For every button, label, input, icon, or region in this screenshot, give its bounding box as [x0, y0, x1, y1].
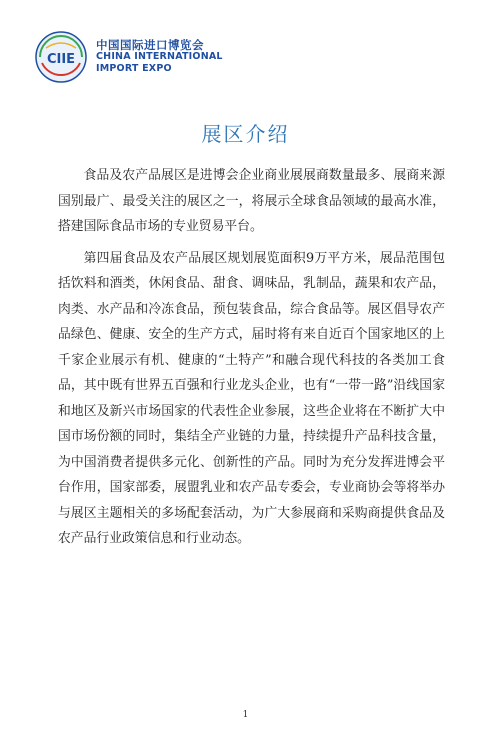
page-title: 展区介绍: [201, 122, 290, 146]
expo-name-en-line1: CHINA INTERNATIONAL: [96, 51, 223, 62]
document-body: [58, 163, 445, 558]
ciie-logo-icon: [34, 30, 88, 84]
paragraph-details: 第四届食品及农产品展区规划展览面积9万平方米，展品范围包括饮料和酒类，休闲食品、甜食、调味品，乳制品，蔬果和农产品，肉类、水产品和冷冻食品，预包装食品，综合食品等。展区倡导农产品绿色、健康、安全的生产方式，届时将有来自近百个国家地区的上千家企业展示有机、健康的“土特产”和融合现代科技的各类加工食品，其中既有世界五百强和行业龙头企业，也有“一带一路”沿线国家和地区及新兴市场国家的代表性企业参展，这些企业将在不断扩大中国市场份额的同时，集结全产业链的力量，持续提升产品科技含量，为中国消费者提供多元化、创新性的产品。同时为充分发挥进博会平台作用，国家部委，展盟乳业和农产品专委会，专业商协会等将举办与展区主题相关的多场配套活动，为广大参展商和采购商提供食品及农产品行业政策信息和行业动态。: [58, 250, 445, 546]
page-number: 1: [242, 710, 249, 720]
expo-header: [34, 30, 223, 84]
expo-name-cn: 中国国际进口博览会: [96, 38, 204, 52]
expo-name: [96, 39, 223, 75]
paragraph-intro: 食品及农产品展区是进博会企业商业展展商数量最多、展商来源国别最广、最受关注的展区之一，将展示全球食品领域的最高水准，搭建国际食品市场的专业贸易平台。: [58, 168, 445, 234]
expo-name-en-line2: IMPORT EXPO: [96, 63, 172, 74]
logo-mark-text: CIIE: [46, 52, 76, 67]
